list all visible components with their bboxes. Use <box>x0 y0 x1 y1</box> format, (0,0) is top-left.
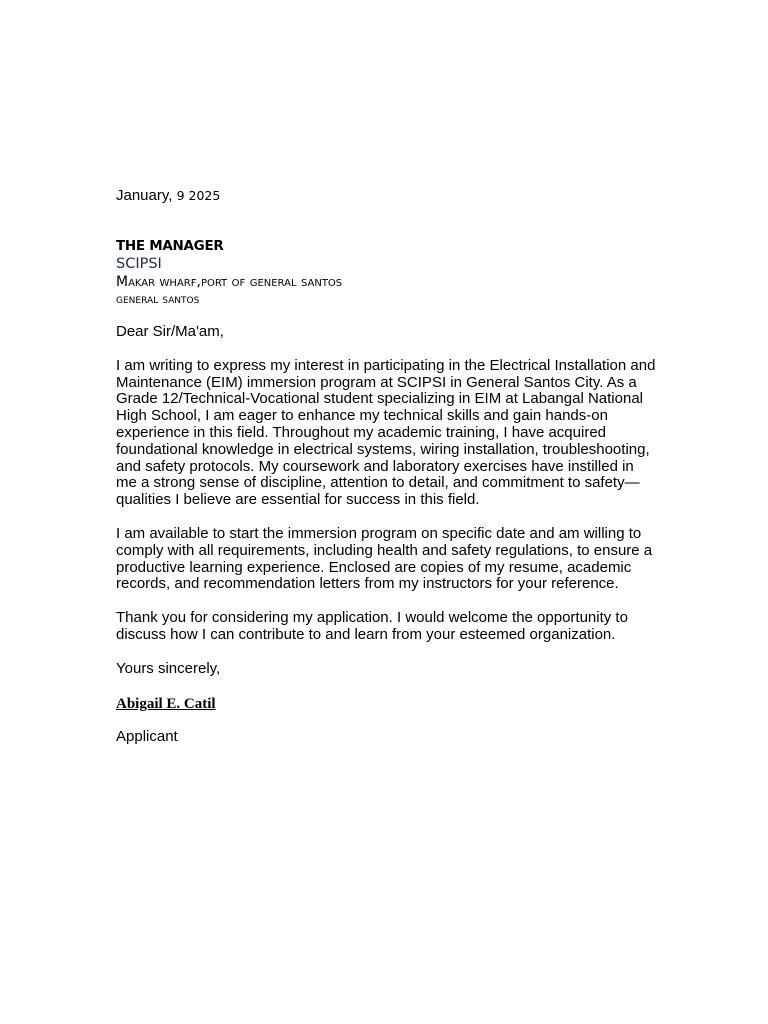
signature-role: Applicant <box>116 727 178 745</box>
recipient-title: THE MANAGER <box>116 238 224 254</box>
recipient-address-line1: Makar wharf,port of general santos <box>116 274 343 290</box>
recipient-address-line2: general santos <box>116 292 200 307</box>
recipient-org: SCIPSI <box>116 256 162 272</box>
letter-body <box>116 186 656 745</box>
recipient-block <box>116 238 656 308</box>
paragraph-1: I am writing to express my interest in participating in the Electrical Installation and Maintenance (EIM) immersion program at SCIPSI in General Santos City. As a Grade 12/Technical-Vocational student specializing in EIM at Labangal National High School, I am eager to enhance my technical skills and gain hands-on experience in this field. Throughout my academic training, I have acquired foundational knowledge in electrical systems, wiring installation, troubleshooting, and safety protocols. My coursework and laboratory exercises have instilled in me a strong sense of discipline, attention to detail, and commitment to safety—qualities I believe are essential for success in this field. <box>116 356 656 509</box>
paragraph-3: Thank you for considering my application. I would welcome the opportunity to discuss how I can contribute to and learn from your esteemed organization. <box>116 609 628 643</box>
salutation: Dear Sir/Ma'am, <box>116 323 224 340</box>
closing: Yours sincerely, <box>116 659 221 677</box>
signature-name: Abigail E. Catil <box>116 695 216 712</box>
date-month: January, <box>116 187 173 204</box>
letter-date <box>116 186 656 206</box>
paragraph-2: I am available to start the immersion program on specific date and am willing to comply with all requirements, including health and safety regulations, to ensure a productive learning experience. Enclosed are copies of my resume, academic records, and recommendation letters from my instructors for your reference. <box>116 524 653 593</box>
date-day-year: 9 2025 <box>176 188 221 203</box>
